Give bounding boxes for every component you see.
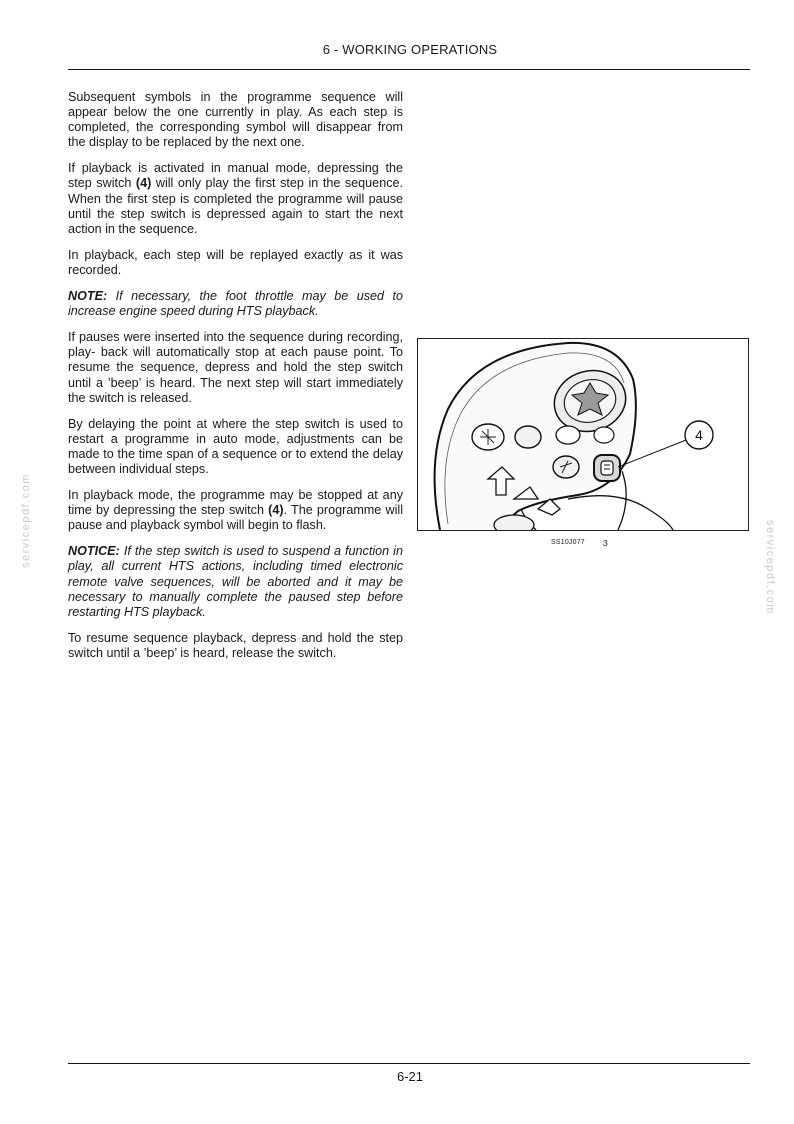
note-foot-throttle <box>68 289 403 319</box>
paragraph-manual-mode-text-end: will only play the first step in the sequence. When the first step is completed the programme will pause until the step switch is depressed again to start the next action in the sequence. <box>68 176 403 236</box>
figure-joystick-panel <box>417 338 749 531</box>
step-switch-reference: (4) <box>135 176 152 191</box>
footer-divider <box>68 1063 750 1064</box>
figure-number: 3 <box>603 538 608 548</box>
figure-image-code: SS10J077 <box>551 539 585 546</box>
paragraph-resume-playback: To resume sequence playback, depress and hold the step switch until a ’beep’ is heard, release the switch. <box>68 630 403 660</box>
callout-label: 4 <box>695 427 703 443</box>
note-text: If necessary, the foot throttle may be used to increase engine speed during HTS playback. <box>68 289 403 319</box>
body-text-column <box>68 90 403 672</box>
paragraph-manual-mode-text: If playback is activated in manual mode, depressing the step switch <box>68 161 403 191</box>
header-divider <box>68 69 750 70</box>
note-label: NOTE: <box>68 289 108 304</box>
notice-step-switch <box>68 544 403 619</box>
paragraph-delaying: By delaying the point at where the step switch is used to restart a programme in auto mode, adjustments can be made to the time span of a sequence or to extend the delay between individual steps. <box>68 416 403 476</box>
paragraph-playback-replay: In playback, each step will be replayed exactly as it was recorded. <box>68 247 403 277</box>
watermark-left: servicepdf.com <box>20 473 32 568</box>
joystick-control-panel-illustration <box>418 339 748 530</box>
paragraph-manual-mode <box>68 161 403 236</box>
watermark-right: servicepdf.com <box>764 520 776 615</box>
notice-label: NOTICE: <box>68 544 120 559</box>
paragraph-stop-playback-text: In playback mode, the programme may be stopped at any time by depressing the step switch <box>68 488 403 518</box>
paragraph-subsequent-symbols: Subsequent symbols in the programme sequence will appear below the one currently in play. As each step is completed, the corresponding symbol will disappear from the display to be replaced by the next one. <box>68 90 403 150</box>
step-switch-reference-2: (4) <box>268 503 284 518</box>
paragraph-pauses: If pauses were inserted into the sequence during recording, play- back will automatically stop at each pause point. To resume the sequence, depress and hold the step switch until a ’beep’ is heard. The next step will start immediately the switch is released. <box>68 330 403 405</box>
paragraph-stop-playback <box>68 488 403 533</box>
paragraph-stop-playback-text-end: . The programme will pause and playback symbol will begin to flash. <box>68 503 403 533</box>
page-number: 6-21 <box>396 1069 424 1084</box>
page-header-title: 6 - WORKING OPERATIONS <box>322 42 498 57</box>
notice-text: If the step switch is used to suspend a function in play, all current HTS actions, including timed electronic remote valve sequences, will be aborted and it may be necessary to manually complete the paused step before restarting HTS playback. <box>68 544 403 619</box>
